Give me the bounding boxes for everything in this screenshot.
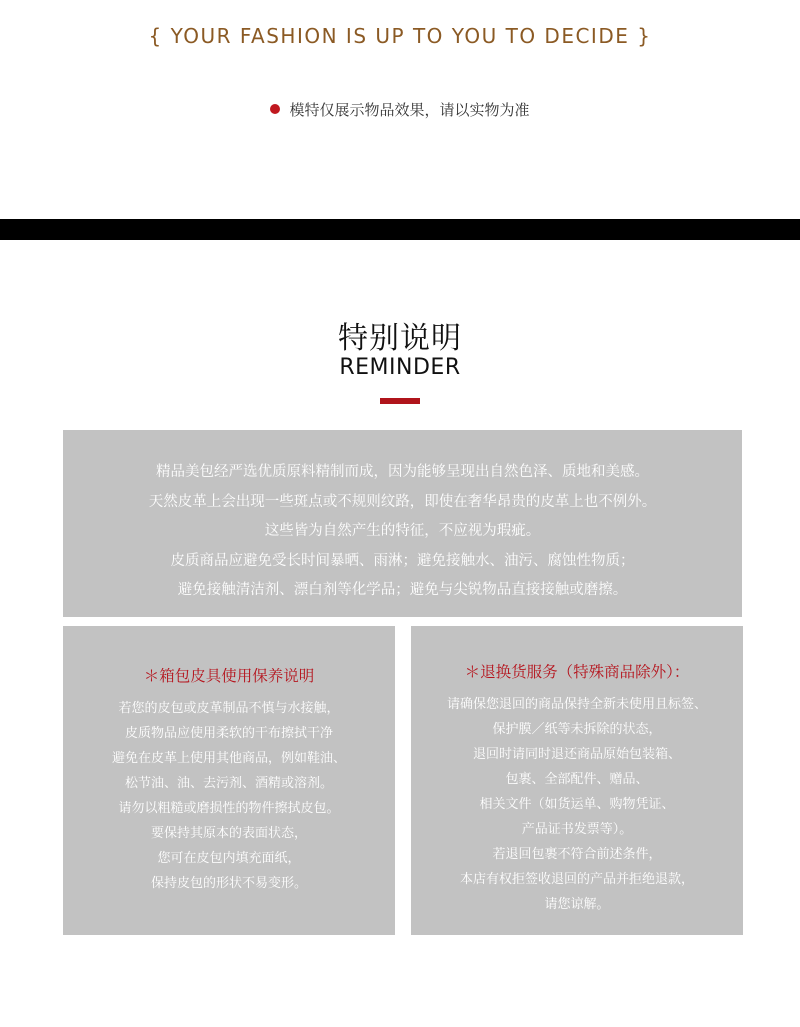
returns-title: ＊退换货服务（特殊商品除外）： <box>464 663 690 681</box>
divider-bar <box>0 219 800 240</box>
care-line: 避免在皮革上使用其他商品，例如鞋油、 <box>111 751 346 766</box>
care-line: 请勿以粗糙或磨损性的物件擦拭皮包。 <box>118 801 340 816</box>
returns-line: 相关文件（如货运单、购物凭证、 <box>479 797 675 812</box>
red-dot-icon <box>270 104 280 114</box>
returns-line: 退回时请同时退还商品原始包装箱、 <box>472 747 681 762</box>
returns-line: 包裹、全部配件、赠品、 <box>505 772 649 787</box>
care-box <box>63 626 395 935</box>
title-underline <box>380 398 420 404</box>
returns-line: 请确保您退回的商品保持全新未使用且标签、 <box>446 697 707 712</box>
returns-line: 请您谅解。 <box>544 897 610 912</box>
section-title-en: REMINDER <box>339 355 461 380</box>
intro-box <box>63 430 742 617</box>
returns-line: 若退回包裹不符合前述条件， <box>492 847 662 862</box>
care-line: 若您的皮包或皮革制品不慎与水接触， <box>118 701 340 716</box>
section-title-cn: 特别说明 <box>338 321 462 356</box>
intro-line: 皮质商品应避免受长时间暴晒、雨淋；避免接触水、油污、腐蚀性物质； <box>170 552 635 569</box>
care-line: 皮质物品应使用柔软的干布擦拭干净 <box>124 726 333 741</box>
care-title: ＊箱包皮具使用保养说明 <box>143 667 315 685</box>
intro-line: 天然皮革上会出现一些斑点或不规则纹路，即使在奢华昂贵的皮革上也不例外。 <box>148 493 657 510</box>
notice-text: 模特仅展示物品效果，请以实物为准 <box>289 101 530 119</box>
intro-line: 精品美包经严选优质原料精制而成，因为能够呈现出自然色泽、质地和美感。 <box>156 464 649 480</box>
returns-line: 保护膜／纸等未拆除的状态， <box>492 722 662 737</box>
intro-line: 避免接触清洁剂、漂白剂等化学品；避免与尖锐物品直接接触或磨擦。 <box>177 582 628 598</box>
care-line: 松节油、油、去污剂、酒精或溶剂。 <box>124 776 333 791</box>
returns-line: 产品证书发票等）。 <box>521 822 633 837</box>
care-line: 要保持其原本的表面状态， <box>150 826 307 841</box>
slogan: { YOUR FASHION IS UP TO YOU TO DECIDE } <box>148 24 652 48</box>
care-line: 保持皮包的形状不易变形。 <box>150 876 307 891</box>
care-line: 您可在皮包内填充面纸， <box>157 851 301 866</box>
returns-box <box>411 626 743 935</box>
model-notice <box>0 99 800 120</box>
returns-line: 本店有权拒签收退回的产品并拒绝退款， <box>459 872 694 887</box>
intro-line: 这些皆为自然产生的特征，不应视为瑕疵。 <box>264 523 541 539</box>
